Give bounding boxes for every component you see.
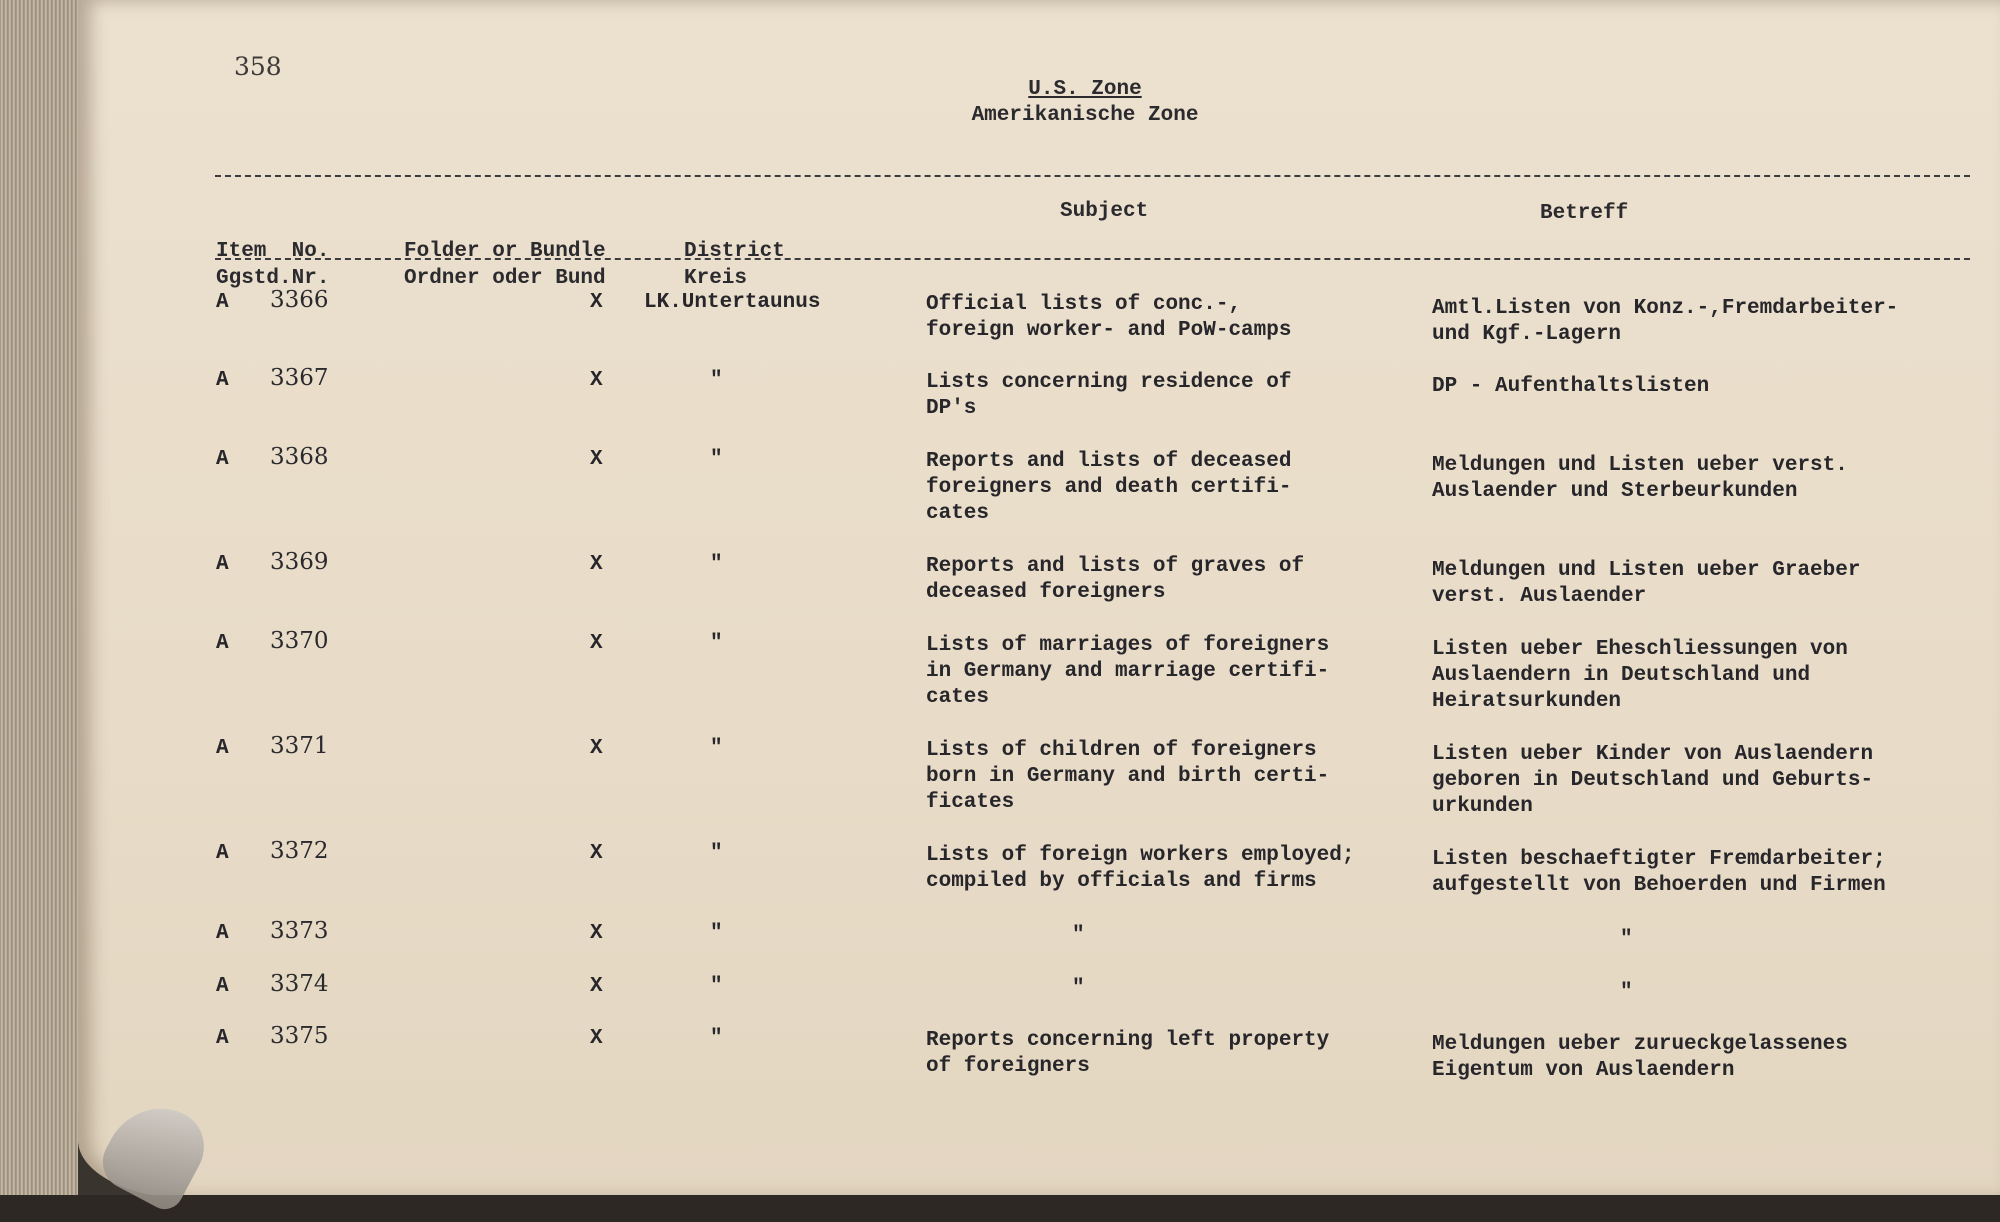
row-series-letter: A [216,369,229,392]
row-district: " [710,632,723,655]
row-folder-mark: X [590,553,603,576]
row-folder-mark: X [590,369,603,392]
row-series-letter: A [216,737,229,760]
row-betreff: Meldungen und Listen ueber verst. Auslaender und Sterbeurkunden [1432,454,1848,503]
row-item-number: 3371 [270,733,329,759]
row-subject: Lists of children of foreigners born in Germany and birth certi- ficates [926,739,1330,814]
row-series-letter: A [216,632,229,655]
row-district: LK.Untertaunus [644,291,821,314]
row-subject: Lists of foreign workers employed; compiled by officials and firms [926,844,1355,893]
row-subject: " [1072,924,1085,947]
background-table-surface [0,1195,2000,1222]
row-folder-mark: X [590,922,603,945]
row-district: " [710,553,723,576]
row-betreff: Listen ueber Kinder von Auslaendern geboren in Deutschland und Geburts- urkunden [1432,743,1874,818]
row-betreff: Amtl.Listen von Konz.-,Fremdarbeiter- und Kgf.-Lagern [1432,297,1899,346]
header-folder-label: Folder or Bundle Ordner oder Bund [404,240,606,290]
row-district: " [710,1027,723,1050]
row-folder-mark: X [590,448,603,471]
row-betreff: " [1620,928,1633,951]
zone-title: U.S. Zone [1028,78,1142,101]
row-item-number: 3367 [270,365,329,391]
header-rule-top [215,175,1970,177]
row-item-number: 3369 [270,549,329,575]
row-betreff: Meldungen und Listen ueber Graeber verst. Auslaender [1432,559,1861,608]
row-betreff: Meldungen ueber zurueckgelassenes Eigentum von Auslaendern [1432,1033,1848,1082]
row-subject: " [1072,977,1085,1000]
row-betreff: Listen ueber Eheschliessungen von Auslaendern in Deutschland und Heiratsurkunden [1432,638,1848,713]
row-district: " [710,922,723,945]
row-series-letter: A [216,1027,229,1050]
row-folder-mark: X [590,291,603,314]
row-subject: Reports and lists of graves of deceased foreigners [926,555,1305,604]
row-district: " [710,448,723,471]
row-series-letter: A [216,553,229,576]
row-betreff: " [1620,981,1633,1004]
row-subject: Reports and lists of deceased foreigners and death certifi- cates [926,450,1292,525]
row-subject: Lists of marriages of foreigners in Germany and marriage certifi- cates [926,634,1330,709]
row-folder-mark: X [590,975,603,998]
row-folder-mark: X [590,737,603,760]
row-district: " [710,975,723,998]
row-item-number: 3368 [270,444,329,470]
header-district-label: District Kreis [684,240,785,290]
row-subject: Official lists of conc.-, foreign worker- and PoW-camps [926,293,1292,342]
row-district: " [710,842,723,865]
row-folder-mark: X [590,632,603,655]
row-betreff: DP - Aufenthaltslisten [1432,375,1710,398]
header-item-label: Item No. Ggstd.Nr. [216,240,330,290]
row-district: " [710,737,723,760]
row-item-number: 3370 [270,628,329,654]
header-subject-label: Subject [1060,200,1149,223]
row-folder-mark: X [590,1027,603,1050]
row-folder-mark: X [590,842,603,865]
row-series-letter: A [216,975,229,998]
header-rule-bottom [215,258,1970,260]
row-betreff: Listen beschaeftigter Fremdarbeiter; aufgestellt von Behoerden und Firmen [1432,848,1886,897]
page-number: 358 [234,52,282,81]
zone-subtitle: Amerikanische Zone [971,104,1199,127]
row-series-letter: A [216,842,229,865]
row-series-letter: A [216,922,229,945]
header-betreff-label: Betreff [1540,202,1629,225]
book-page-edges [0,0,78,1222]
row-series-letter: A [216,448,229,471]
row-item-number: 3366 [270,287,329,313]
row-item-number: 3373 [270,918,329,944]
row-district: " [710,369,723,392]
row-series-letter: A [216,291,229,314]
row-item-number: 3372 [270,838,329,864]
row-subject: Lists concerning residence of DP's [926,371,1292,420]
row-item-number: 3374 [270,971,329,997]
row-subject: Reports concerning left property of foreigners [926,1029,1330,1078]
row-item-number: 3375 [270,1023,329,1049]
